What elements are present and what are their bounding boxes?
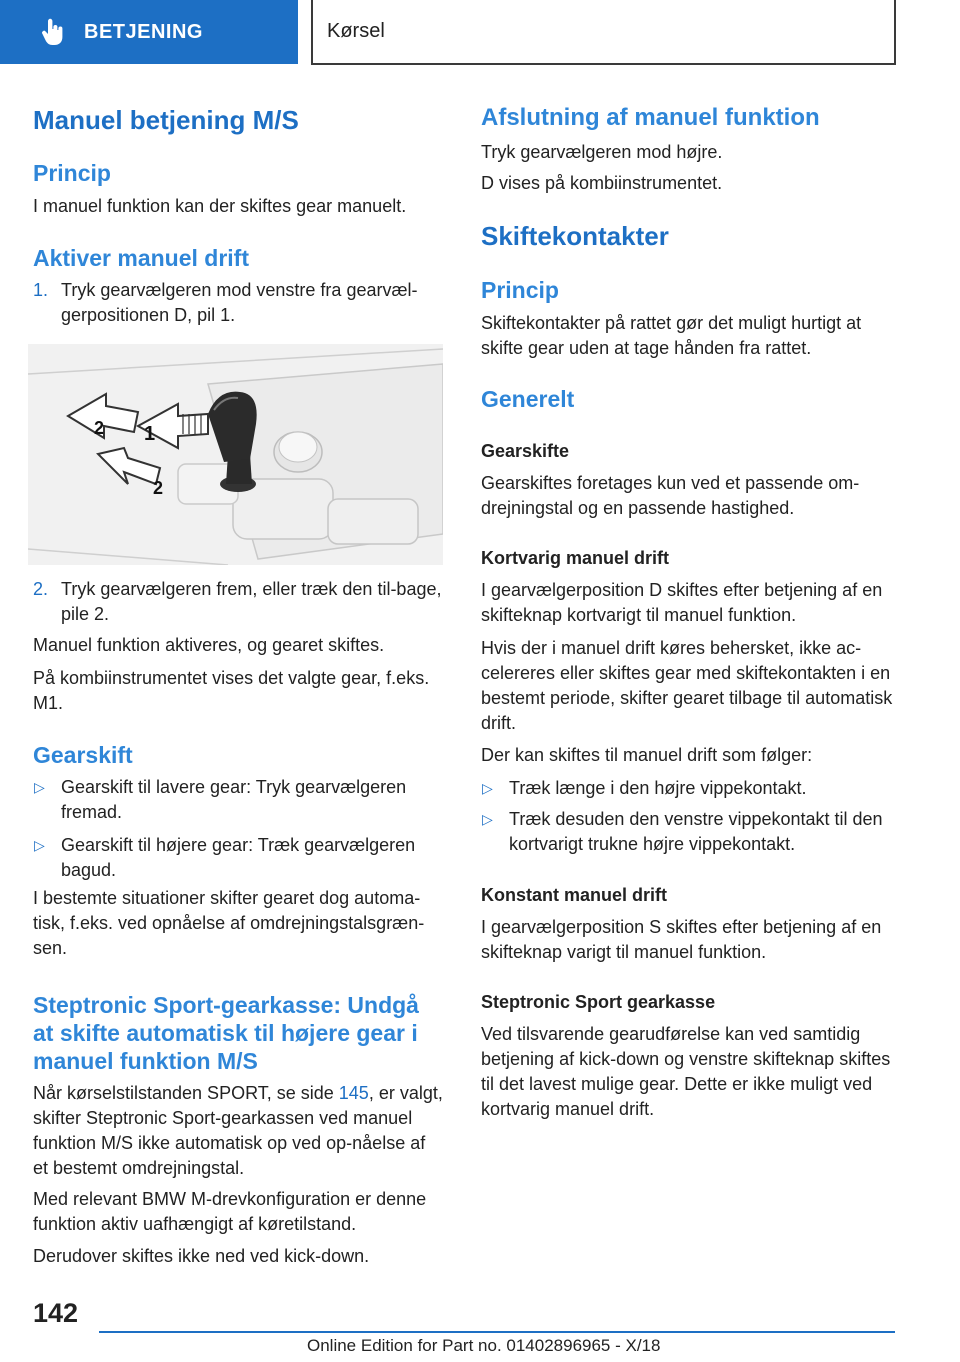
heading-skiftekontakter: Skiftekontakter	[481, 221, 669, 251]
steptronic-p1-before: Når kørselstilstanden SPORT, se side	[33, 1083, 339, 1103]
subheading-kortvarig: Kortvarig manuel drift	[481, 548, 670, 568]
list-item-text: Gearskift til højere gear: Træk gearvælgeren bagud.	[61, 835, 416, 880]
step-2	[33, 577, 445, 627]
arrow-label: 2	[94, 418, 105, 438]
page-link-145[interactable]: 145	[338, 1083, 369, 1103]
steptronic-p2: Med relevant BMW M-drevkonfiguration er denne funktion aktiv uafhængigt af køretilstand.	[33, 1189, 427, 1234]
arrow-label: 1	[144, 423, 156, 445]
step-text: Tryk gearvælgeren mod venstre fra gearvæl-gerpositionen D, pil 1.	[61, 280, 418, 325]
step-1	[33, 278, 445, 328]
footer-divider	[99, 1331, 895, 1333]
step-number: 2.	[33, 579, 49, 599]
page-number: 142	[33, 1298, 79, 1328]
end-p1: Tryk gearvælgeren mod højre.	[481, 142, 723, 162]
triangle-bullet-icon: ▷	[34, 779, 45, 795]
heading-princip: Princip	[33, 160, 111, 186]
list-item-text: Træk længe i den højre vippekontakt.	[509, 778, 807, 798]
triangle-bullet-icon: ▷	[482, 780, 493, 796]
heading-princip-right: Princip	[481, 277, 559, 303]
kortvarig-p2: Hvis der i manuel drift køres behersket, ikke ac-celereres eller skiftes gear med skiftekontakten i en bestemt periode, skifter gearet tilbage til automatisk drift.	[481, 638, 893, 733]
display-text: På kombiinstrumentet vises det valgte gear, f.eks. M1.	[33, 668, 430, 713]
step-text: Tryk gearvælgeren frem, eller træk den til-bage, pile 2.	[61, 579, 442, 624]
hand-pointer-icon	[38, 17, 68, 47]
gear-selector-illustration	[28, 344, 443, 565]
triangle-bullet-icon: ▷	[34, 837, 45, 853]
section-title: BETJENING	[84, 20, 203, 43]
subheading-konstant: Konstant manuel drift	[481, 885, 668, 905]
heading-aktiver-manuel-drift: Aktiver manuel drift	[33, 245, 249, 271]
kortvarig-p3: Der kan skiftes til manuel drift som følger:	[481, 745, 813, 765]
subheading-gearskifte: Gearskifte	[481, 441, 570, 461]
kortvarig-p1: I gearvælgerposition D skiftes efter betjening af en skifteknap kortvarigt til manuel funktion.	[481, 580, 883, 625]
heading-manuel-betjening: Manuel betjening M/S	[33, 105, 299, 135]
arrow-label: 2	[153, 478, 164, 498]
gearskifte-text: Gearskiftes foretages kun ved et passende om-drejningstal og en passende hastighed.	[481, 473, 860, 518]
section-tab	[0, 0, 298, 64]
princip-right-text: Skiftekontakter på rattet gør det muligt hurtigt at skifte gear uden at tage hånden fra rattet.	[481, 313, 862, 358]
list-item	[33, 775, 445, 825]
list-item	[481, 807, 893, 857]
footer-edition: Online Edition for Part no. 01402896965 - X/18	[307, 1336, 661, 1355]
princip-text: I manuel funktion kan der skiftes gear manuelt.	[33, 196, 407, 216]
subheading-steptronic-sport: Steptronic Sport gearkasse	[481, 992, 716, 1012]
heading-steptronic-sport: Steptronic Sport-gearkasse: Undgå at skifte automatisk til højere gear i manuel funktion M/S	[33, 992, 419, 1074]
step-number: 1.	[33, 280, 49, 300]
gearskift-note: I bestemte situationer skifter gearet dog automa-tisk, f.eks. ved opnåelse af omdrejningstalsgræn-sen.	[33, 888, 425, 958]
list-item-text: Træk desuden den venstre vippekontakt til den kortvarigt trukne højre vippekontakt.	[509, 809, 883, 854]
triangle-bullet-icon: ▷	[482, 811, 493, 827]
chapter-title: Kørsel	[327, 20, 385, 42]
end-p2: D vises på kombiinstrumentet.	[481, 173, 723, 193]
activated-text: Manuel funktion aktiveres, og gearet skiftes.	[33, 635, 385, 655]
heading-afslutning: Afslutning af manuel funktion	[481, 104, 820, 131]
list-item	[33, 833, 445, 883]
heading-generelt: Generelt	[481, 386, 575, 412]
steptronic-p1-after: , er valgt, skifter Steptronic Sport-gearkassen ved manuel funktion M/S ikke automatisk op ved op-nåelse af et bestemt omdrejningstal.	[33, 1083, 443, 1178]
chapter-tab	[311, 0, 896, 65]
steptronic-right-text: Ved tilsvarende gearudførelse kan ved samtidig betjening af kick-down og venstre skifteknap skiftes til det lavest mulige gear. Dette er ikke muligt ved kortvarig manuel drift.	[481, 1024, 891, 1119]
steptronic-p3: Derudover skiftes ikke ned ved kick-down.	[33, 1246, 370, 1266]
heading-gearskift: Gearskift	[33, 742, 133, 768]
list-item-text: Gearskift til lavere gear: Tryk gearvælgeren fremad.	[61, 777, 407, 822]
steptronic-p1	[33, 1081, 445, 1181]
konstant-text: I gearvælgerposition S skiftes efter betjening af en skifteknap varigt til manuel funktion.	[481, 917, 882, 962]
list-item	[481, 776, 893, 801]
